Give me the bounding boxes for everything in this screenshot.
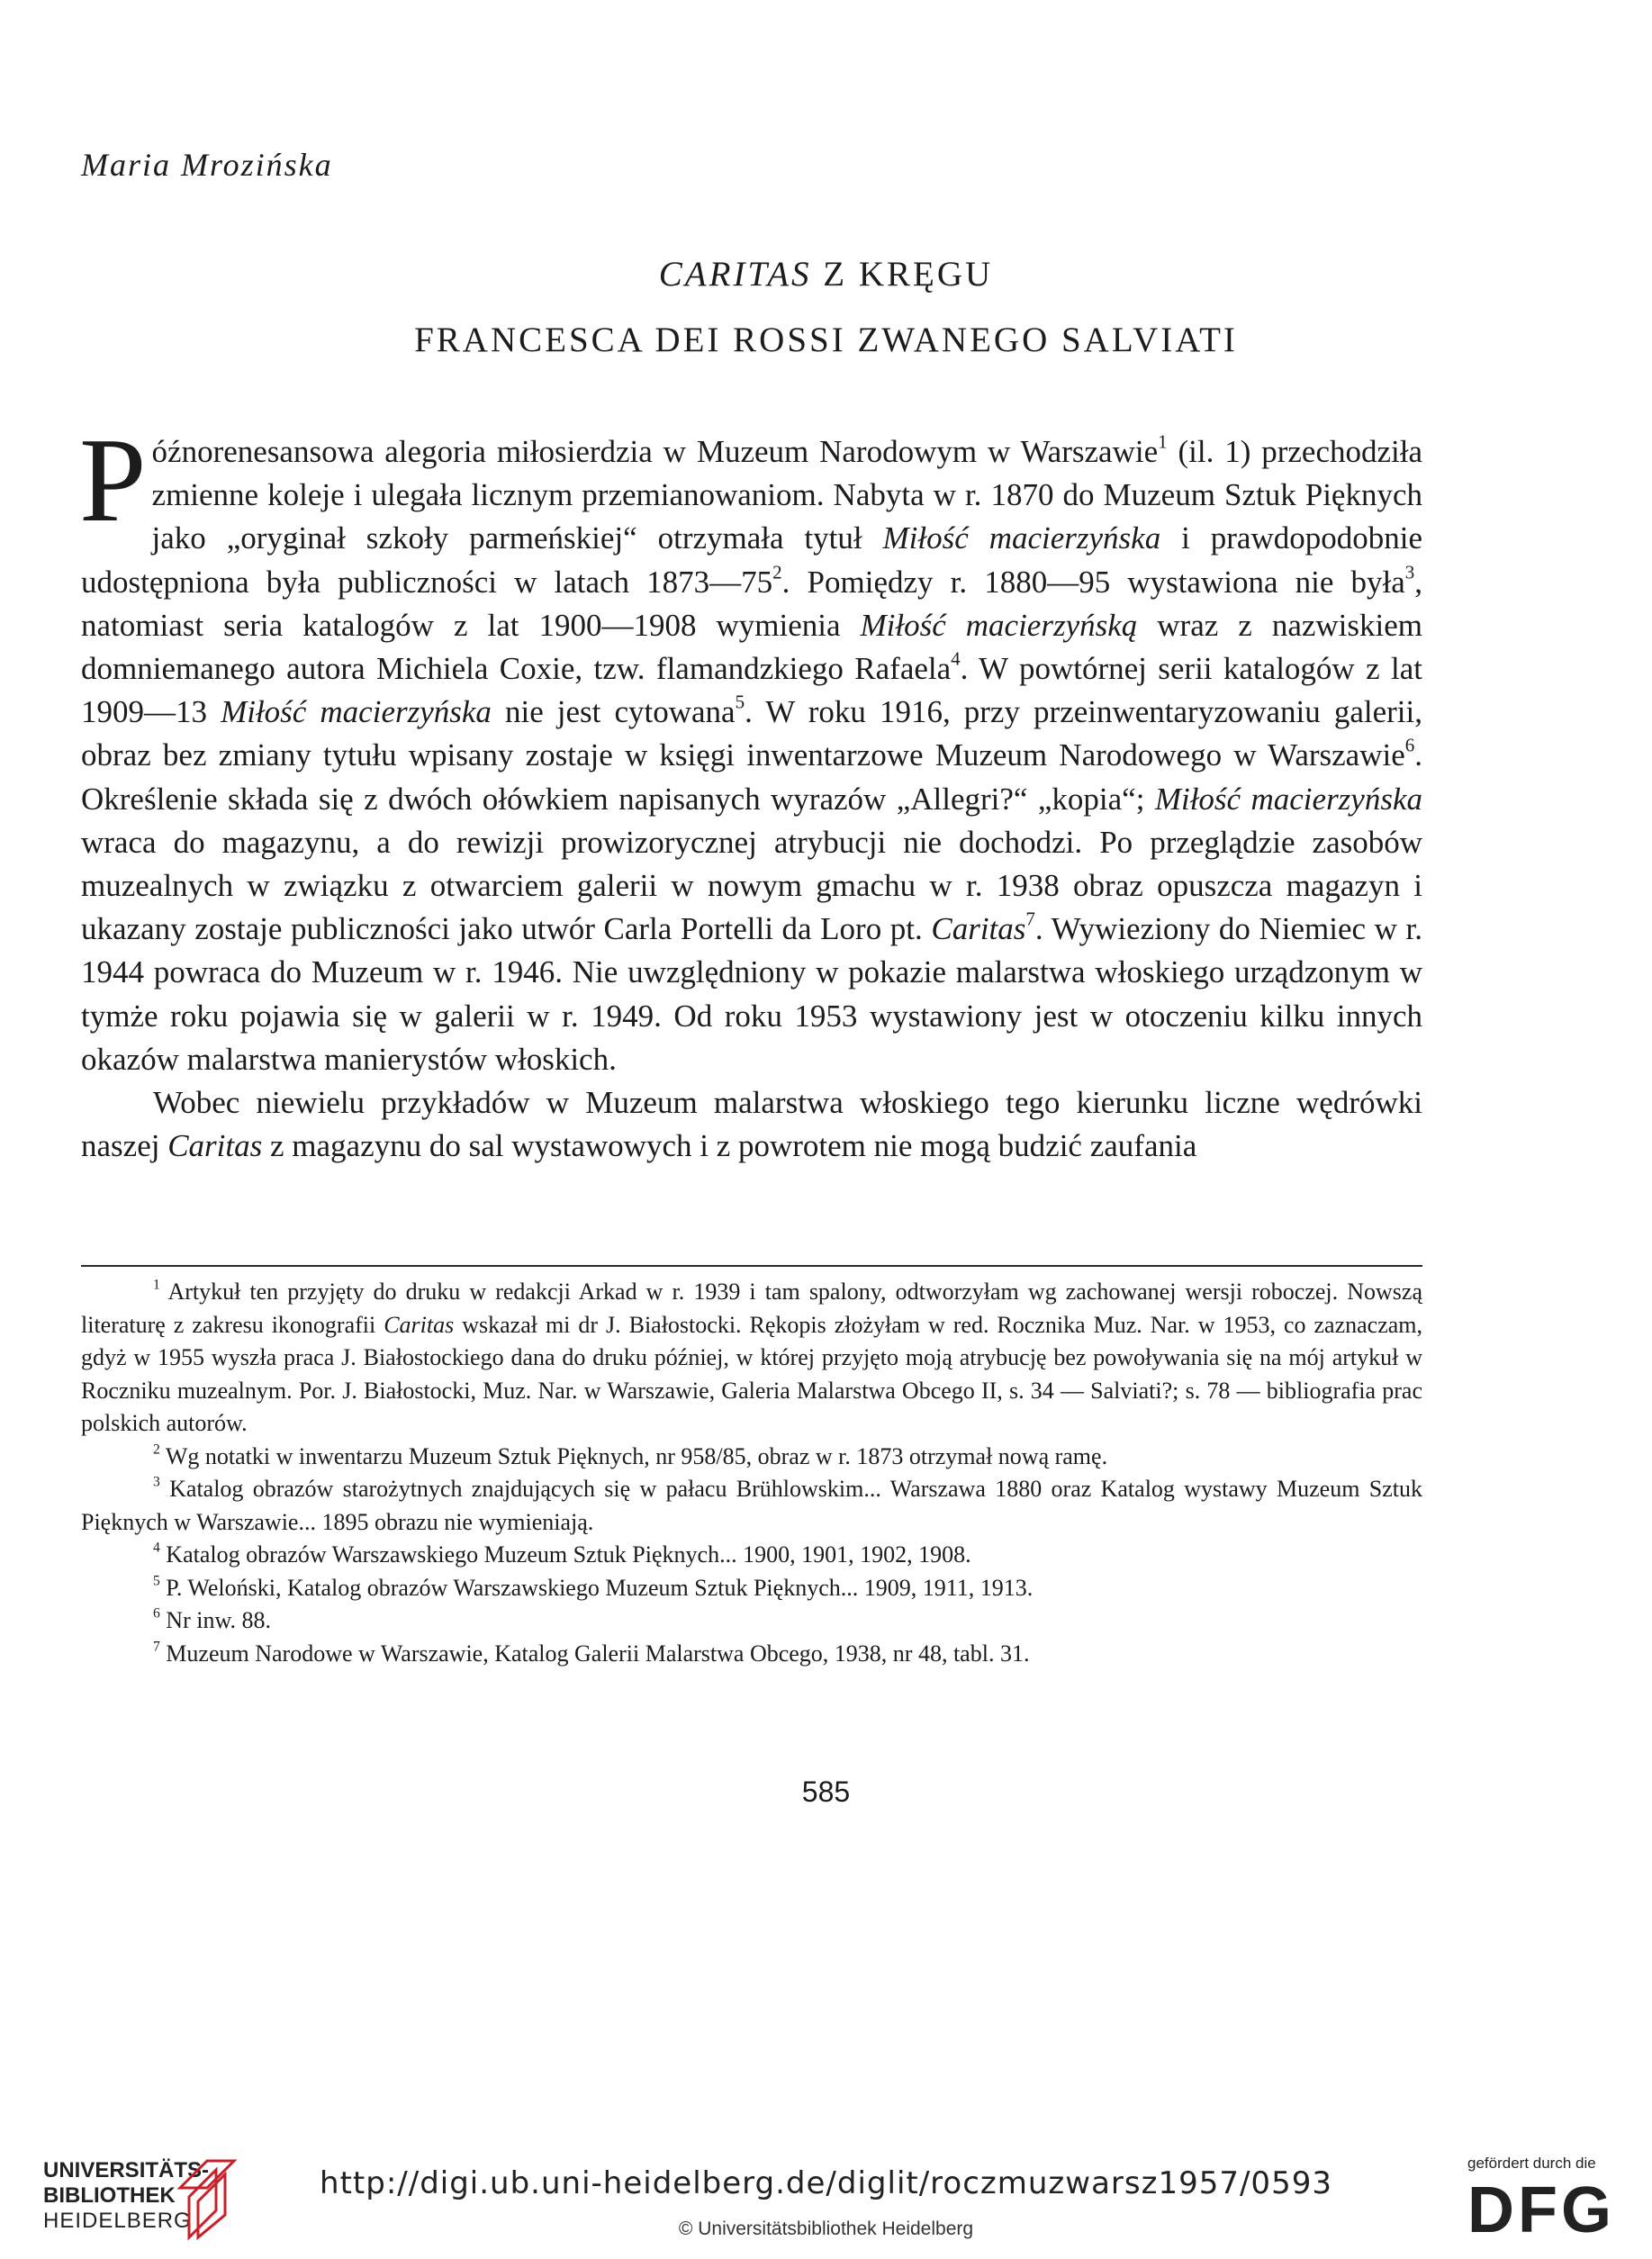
logo-line-1: UNIVERSITÄTS- xyxy=(43,2158,210,2182)
footnote-ref[interactable]: 2 xyxy=(772,560,782,583)
footnote xyxy=(81,1604,1422,1638)
footnote xyxy=(81,1572,1422,1605)
logo-line-2: BIBLIOTHEK xyxy=(43,2183,176,2208)
footnote xyxy=(81,1473,1422,1539)
text-run: . W powtórnej serii katalogów z lat 1909—13 xyxy=(81,651,1422,730)
footnote-divider xyxy=(81,1265,1422,1267)
drop-cap: P xyxy=(79,413,147,547)
italic-text: Caritas xyxy=(167,1128,263,1164)
title-line-1-rest: Z KRĘGU xyxy=(811,255,994,294)
footnote-ref[interactable]: 3 xyxy=(1404,560,1415,583)
footnote xyxy=(81,1539,1422,1572)
text-run: wraca do magazynu, a do rewizji prowizorycznej atrybucji nie dochodzi. Po przeglądzie zasobów muzealnych w związku z otwarciem galerii w nowym gmachu w r. 1938 obraz opuszcza magazyn i ukazany zostaje publiczności jako utwór Carla Portelli da Loro pt. xyxy=(81,824,1422,947)
text-run: . Wywieziony do Niemiec w r. 1944 powraca do Muzeum w r. 1946. Nie uwzględniony w pokazie malarstwa włoskiego urządzonym w tymże roku pojawia się w galerii w r. 1949. Od roku 1953 wystawiony jest w otoczeniu kilku innych okazów malarstwa manierystów włoskich. xyxy=(81,911,1422,1077)
italic-text: Miłość macierzyńska xyxy=(882,520,1161,556)
footnote-ref[interactable]: 2 xyxy=(153,1441,160,1457)
text-run: Artykuł ten przyjęty do druku w redakcji Arkad w r. 1939 i tam spalony, odtworzyłam wg zachowanej wersji roboczej. Nowszą literaturę z zakresu ikonografii xyxy=(81,1279,1422,1338)
permalink-url[interactable]: http://digi.ub.uni-heidelberg.de/diglit/roczmuzwarsz1957/0593 xyxy=(320,2165,1332,2201)
text-run: wraz z nazwiskiem domniemanego autora Michiela Coxie, tzw. flamandzkiego Rafaela xyxy=(81,607,1422,687)
footnote-ref[interactable]: 7 xyxy=(1025,908,1035,930)
italic-text: Miłość macierzyńską xyxy=(860,607,1138,643)
text-run: Katalog obrazów Warszawskiego Muzeum Sztuk Pięknych... 1900, 1901, 1902, 1908. xyxy=(159,1541,971,1568)
footnote-ref[interactable]: 5 xyxy=(735,691,745,713)
text-run: Wobec niewielu przykładów w Muzeum malarstwa włoskiego tego kierunku liczne wędrówki naszej xyxy=(81,1085,1422,1164)
text-run: , natomiast seria katalogów z lat 1900—1908 wymienia xyxy=(81,564,1422,643)
paragraph-1 xyxy=(79,413,1422,1081)
text-run: Muzeum Narodowe w Warszawie, Katalog Galerii Malarstwa Obcego, 1938, nr 48, tabl. 31. xyxy=(159,1640,1030,1667)
footnote xyxy=(81,1441,1422,1474)
text-run: . Określenie składa się z dwóch ołówkiem napisanych wyrazów „Allegri?“ „kopia“; xyxy=(81,737,1422,817)
text-run: P. Weloński, Katalog obrazów Warszawskiego Muzeum Sztuk Pięknych... 1909, 1911, 1913. xyxy=(159,1574,1034,1601)
text-run: Katalog obrazów starożytnych znajdujących się w pałacu Brühlowskim... Warszawa 1880 oraz Katalog wystawy Muzeum Sztuk Pięknych w Warszawie... 1895 obrazu nie wymieniają. xyxy=(81,1476,1422,1535)
footnote xyxy=(81,1276,1422,1441)
text-run: wskazał mi dr J. Białostocki. Rękopis złożyłam w red. Rocznika Muz. Nar. w 1953, co zaznaczam, gdyż w 1955 wyszła praca J. Białostockiego dana do druku później, w której przyjęto moją atrybucję bez powoływania się na mój artykuł w Roczniku muzealnym. Por. J. Białostocki, Muz. Nar. w Warszawie, Galeria Malarstwa Obcego II, s. 34 — Salviati?; s. 78 — bibliografia prac polskich autorów. xyxy=(81,1311,1423,1436)
text-run: i prawdopodobnie udostępniona była publiczności w latach 1873—75 xyxy=(81,520,1422,600)
footnote-ref[interactable]: 4 xyxy=(153,1540,160,1556)
footnote xyxy=(81,1638,1422,1671)
copyright-notice: © Universitätsbibliothek Heidelberg xyxy=(678,2218,974,2239)
italic-text: Miłość macierzyńska xyxy=(1154,781,1422,817)
author-name: Maria Mrozińska xyxy=(81,147,333,183)
footnote-ref[interactable]: 5 xyxy=(153,1572,160,1588)
dfg-funding-logo[interactable] xyxy=(1467,2155,1620,2246)
page-number: 585 xyxy=(801,1776,851,1808)
footnote-ref[interactable]: 4 xyxy=(951,647,961,670)
footnote-ref[interactable]: 1 xyxy=(1158,430,1168,453)
text-run: nie jest cytowana xyxy=(491,694,736,730)
title-caritas: CARITAS xyxy=(658,255,812,294)
logo-line-3: HEIDELBERG xyxy=(43,2209,192,2233)
article-title-line-2: FRANCESCA DEI ROSSI ZWANEGO SALVIATI xyxy=(414,321,1238,359)
dfg-logo-text: DFG xyxy=(1467,2174,1615,2246)
text-run: (il. 1) przechodziła zmienne koleje i ulegała licznym przemianowaniom. Nabyta w r. 1870 do Muzeum Sztuk Pięknych jako „oryginał szkoły parmeńskiej“ otrzymała tytuł xyxy=(151,434,1422,556)
text-run: Wg notatki w inwentarzu Muzeum Sztuk Pięknych, nr 958/85, obraz w r. 1873 otrzymał nową ramę. xyxy=(159,1442,1108,1469)
footnotes xyxy=(81,1276,1422,1670)
text-run: . W roku 1916, przy przeinwentaryzowaniu galerii, obraz bez zmiany tytułu wpisany zostaje w księgi inwentarzowe Muzeum Narodowego w Warszawie xyxy=(81,694,1422,773)
text-run: óźnorenesansowa alegoria miłosierdzia w Muzeum Narodowym w Warszawie xyxy=(151,434,1159,469)
footnote-ref[interactable]: 7 xyxy=(153,1638,160,1654)
text-run: z magazynu do sal wystawowych i z powrotem nie mogą budzić zaufania xyxy=(262,1128,1197,1164)
italic-text: Miłość macierzyńska xyxy=(221,694,492,730)
italic-text: Caritas xyxy=(931,911,1026,947)
italic-text: Caritas xyxy=(384,1311,455,1338)
text-run: . Pomiędzy r. 1880—95 wystawiona nie była xyxy=(781,564,1405,600)
footnote-ref[interactable]: 6 xyxy=(153,1605,160,1622)
footnote-ref[interactable]: 6 xyxy=(1404,734,1415,756)
article-title-line-1 xyxy=(0,254,1652,294)
text-run: Nr inw. 88. xyxy=(159,1607,272,1633)
footnote-ref[interactable]: 1 xyxy=(153,1277,160,1293)
article-body xyxy=(79,413,1422,1168)
footnote-ref[interactable]: 3 xyxy=(153,1474,160,1490)
dfg-caption: gefördert durch die xyxy=(1467,2155,1596,2172)
paragraph-2 xyxy=(81,1081,1422,1168)
